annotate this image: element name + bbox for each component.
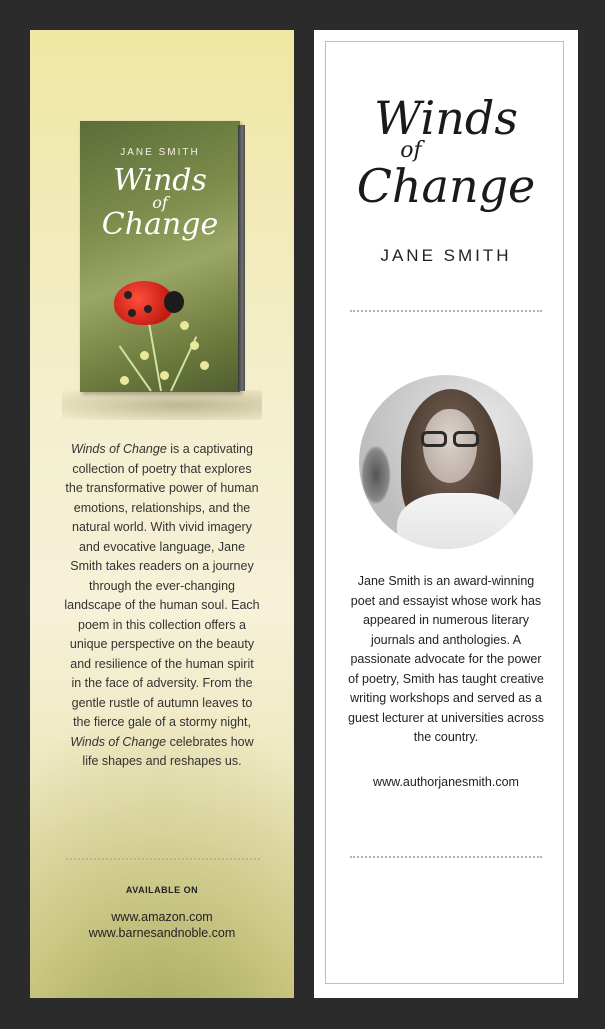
- book-spine: [238, 125, 245, 391]
- author-shirt: [397, 493, 517, 549]
- back-bookmark: [314, 30, 578, 998]
- ladybug-spot: [124, 291, 132, 299]
- author-bio: Jane Smith is an award-winning poet and essayist whose work has appeared in numerous literary journals and anthologies. A passionate advocate for the power of poetry, Smith has taught creative writing workshops and served as a guest lecturer at universities across the country.: [348, 574, 544, 744]
- glasses-lens: [421, 431, 447, 447]
- back-title-line3: Change: [356, 159, 536, 213]
- back-title-line1: Winds: [374, 91, 518, 145]
- description-text-part2: celebrates how life shapes and reshapes us.: [82, 734, 254, 768]
- back-author: JANE SMITH: [380, 246, 512, 265]
- ladybug-spot: [144, 305, 152, 313]
- amazon-link[interactable]: www.amazon.com: [111, 910, 213, 924]
- description-text-part1: is a captivating collection of poetry that explores the transformative power of human emotions, relationships, and the natural world. With vivid imagery and evocative language, Jane Smith takes readers on a journey through the ever-changing landscape of the human soul. Each poem in this collection offers a unique perspective on the beauty and resilience of the human spirit in the face of adversity. From the gentle rustle of autumn leaves to the fierce gale of a stormy night,: [64, 442, 260, 729]
- front-bookmark: [30, 30, 294, 998]
- dotted-divider: [66, 858, 260, 860]
- flower-bud: [120, 376, 129, 385]
- book-description: [64, 440, 260, 772]
- flower-bud: [190, 341, 199, 350]
- author-photo: [359, 375, 533, 549]
- dotted-divider: [350, 856, 542, 858]
- description-title-repeat: [70, 735, 166, 749]
- book-shadow: [62, 390, 262, 420]
- glasses-lens: [453, 431, 479, 447]
- back-title: [314, 91, 578, 213]
- dotted-divider: [350, 310, 542, 312]
- background-plant: [361, 445, 391, 505]
- cover-title-line1: Winds: [113, 163, 207, 198]
- flower-bud: [180, 321, 189, 330]
- ladybug-spot: [128, 309, 136, 317]
- cover-title: [80, 163, 240, 242]
- description-title: Winds of Change: [71, 442, 167, 456]
- barnesandnoble-link[interactable]: www.barnesandnoble.com: [88, 926, 236, 940]
- flower-bud: [140, 351, 149, 360]
- cover-author: JANE SMITH: [120, 147, 200, 158]
- book-cover: [80, 121, 240, 392]
- flower-bud: [160, 371, 169, 380]
- cover-title-line3: Change: [101, 207, 219, 242]
- ladybug: [114, 281, 174, 325]
- flower-stem: [148, 322, 162, 391]
- available-on-label: AVAILABLE ON: [125, 885, 199, 895]
- description-title-repeat-text: Winds of Change: [70, 734, 167, 749]
- back-title-line2: of: [400, 138, 422, 163]
- glasses-icon: [417, 431, 483, 449]
- author-website-link[interactable]: www.authorjanesmith.com: [373, 775, 519, 789]
- cover-title-line2: of: [152, 193, 168, 212]
- flower-bud: [200, 361, 209, 370]
